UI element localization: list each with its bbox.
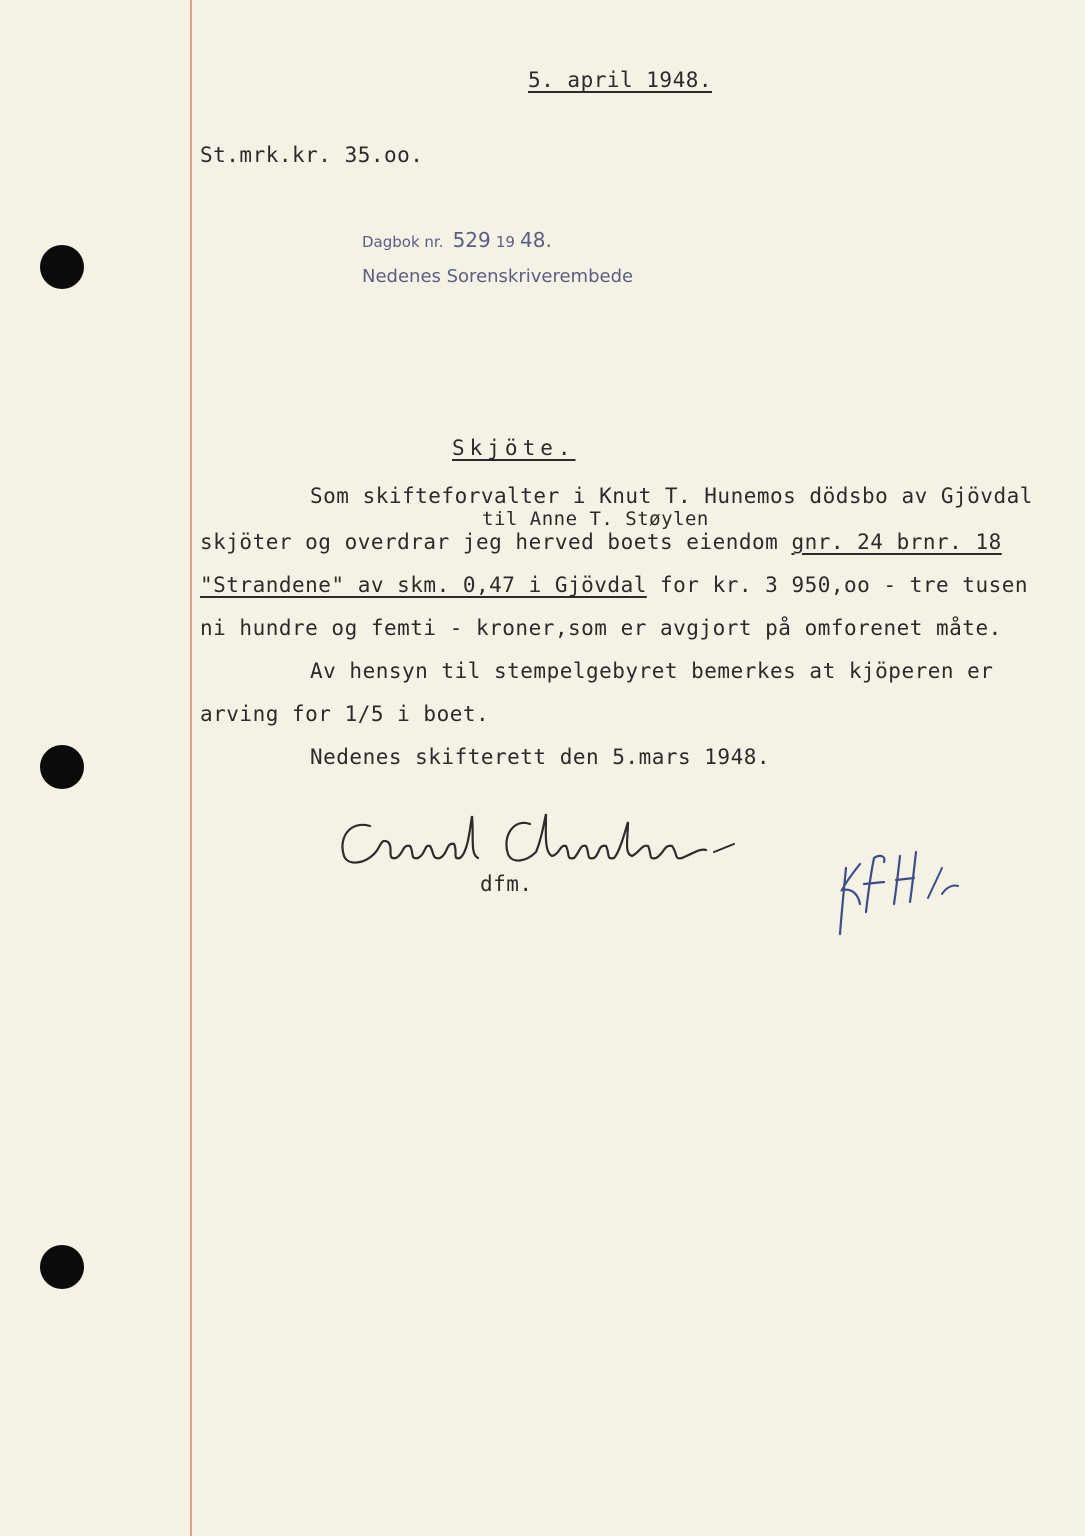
dagbok-label: Dagbok nr. [362,233,444,251]
stamp-fee: St.mrk.kr. 35.oo. [200,143,424,167]
body-line-3: "Strandene" av skm. 0,47 i Gjövdal for kr. 3 950,oo - tre tusen [200,573,1029,597]
document-title: Skjöte. [452,436,576,460]
body-line-6: arving for 1/5 i boet. [200,702,490,726]
body-line-1: Som skifteforvalter i Knut T. Hunemos dödsbo av Gjövdal [310,484,1033,508]
property-number: gnr. 24 brnr. 18 [791,530,1002,554]
body-line-7: Nedenes skifterett den 5.mars 1948. [310,745,771,769]
signature-image [330,808,740,878]
punch-hole [40,1245,84,1289]
body-line-2: skjöter og overdrar jeg herved boets eiendom gnr. 24 brnr. 18 [200,530,1002,554]
property-name: "Strandene" av skm. 0,47 i Gjövdal [200,573,647,597]
signature-title: dfm. [480,872,533,896]
body-line-4: ni hundre og femti - kroner,som er avgjort på omforenet måte. [200,616,1002,640]
body-line-5: Av hensyn til stempelgebyret bemerkes at kjöperen er [310,659,994,683]
date-header: 5. april 1948. [528,68,713,92]
punch-hole [40,745,84,789]
dagbok-stamp [362,228,552,252]
handwritten-insertion: til Anne T. Støylen [482,508,709,530]
dagbok-year: 48. [520,228,552,252]
office-stamp: Nedenes Sorenskriverembede [362,266,634,287]
dagbok-number: 529 [452,228,491,252]
margin-rule [190,0,192,1536]
punch-hole [40,245,84,289]
initials-image [830,838,970,938]
dagbok-century: 19 [495,233,515,251]
